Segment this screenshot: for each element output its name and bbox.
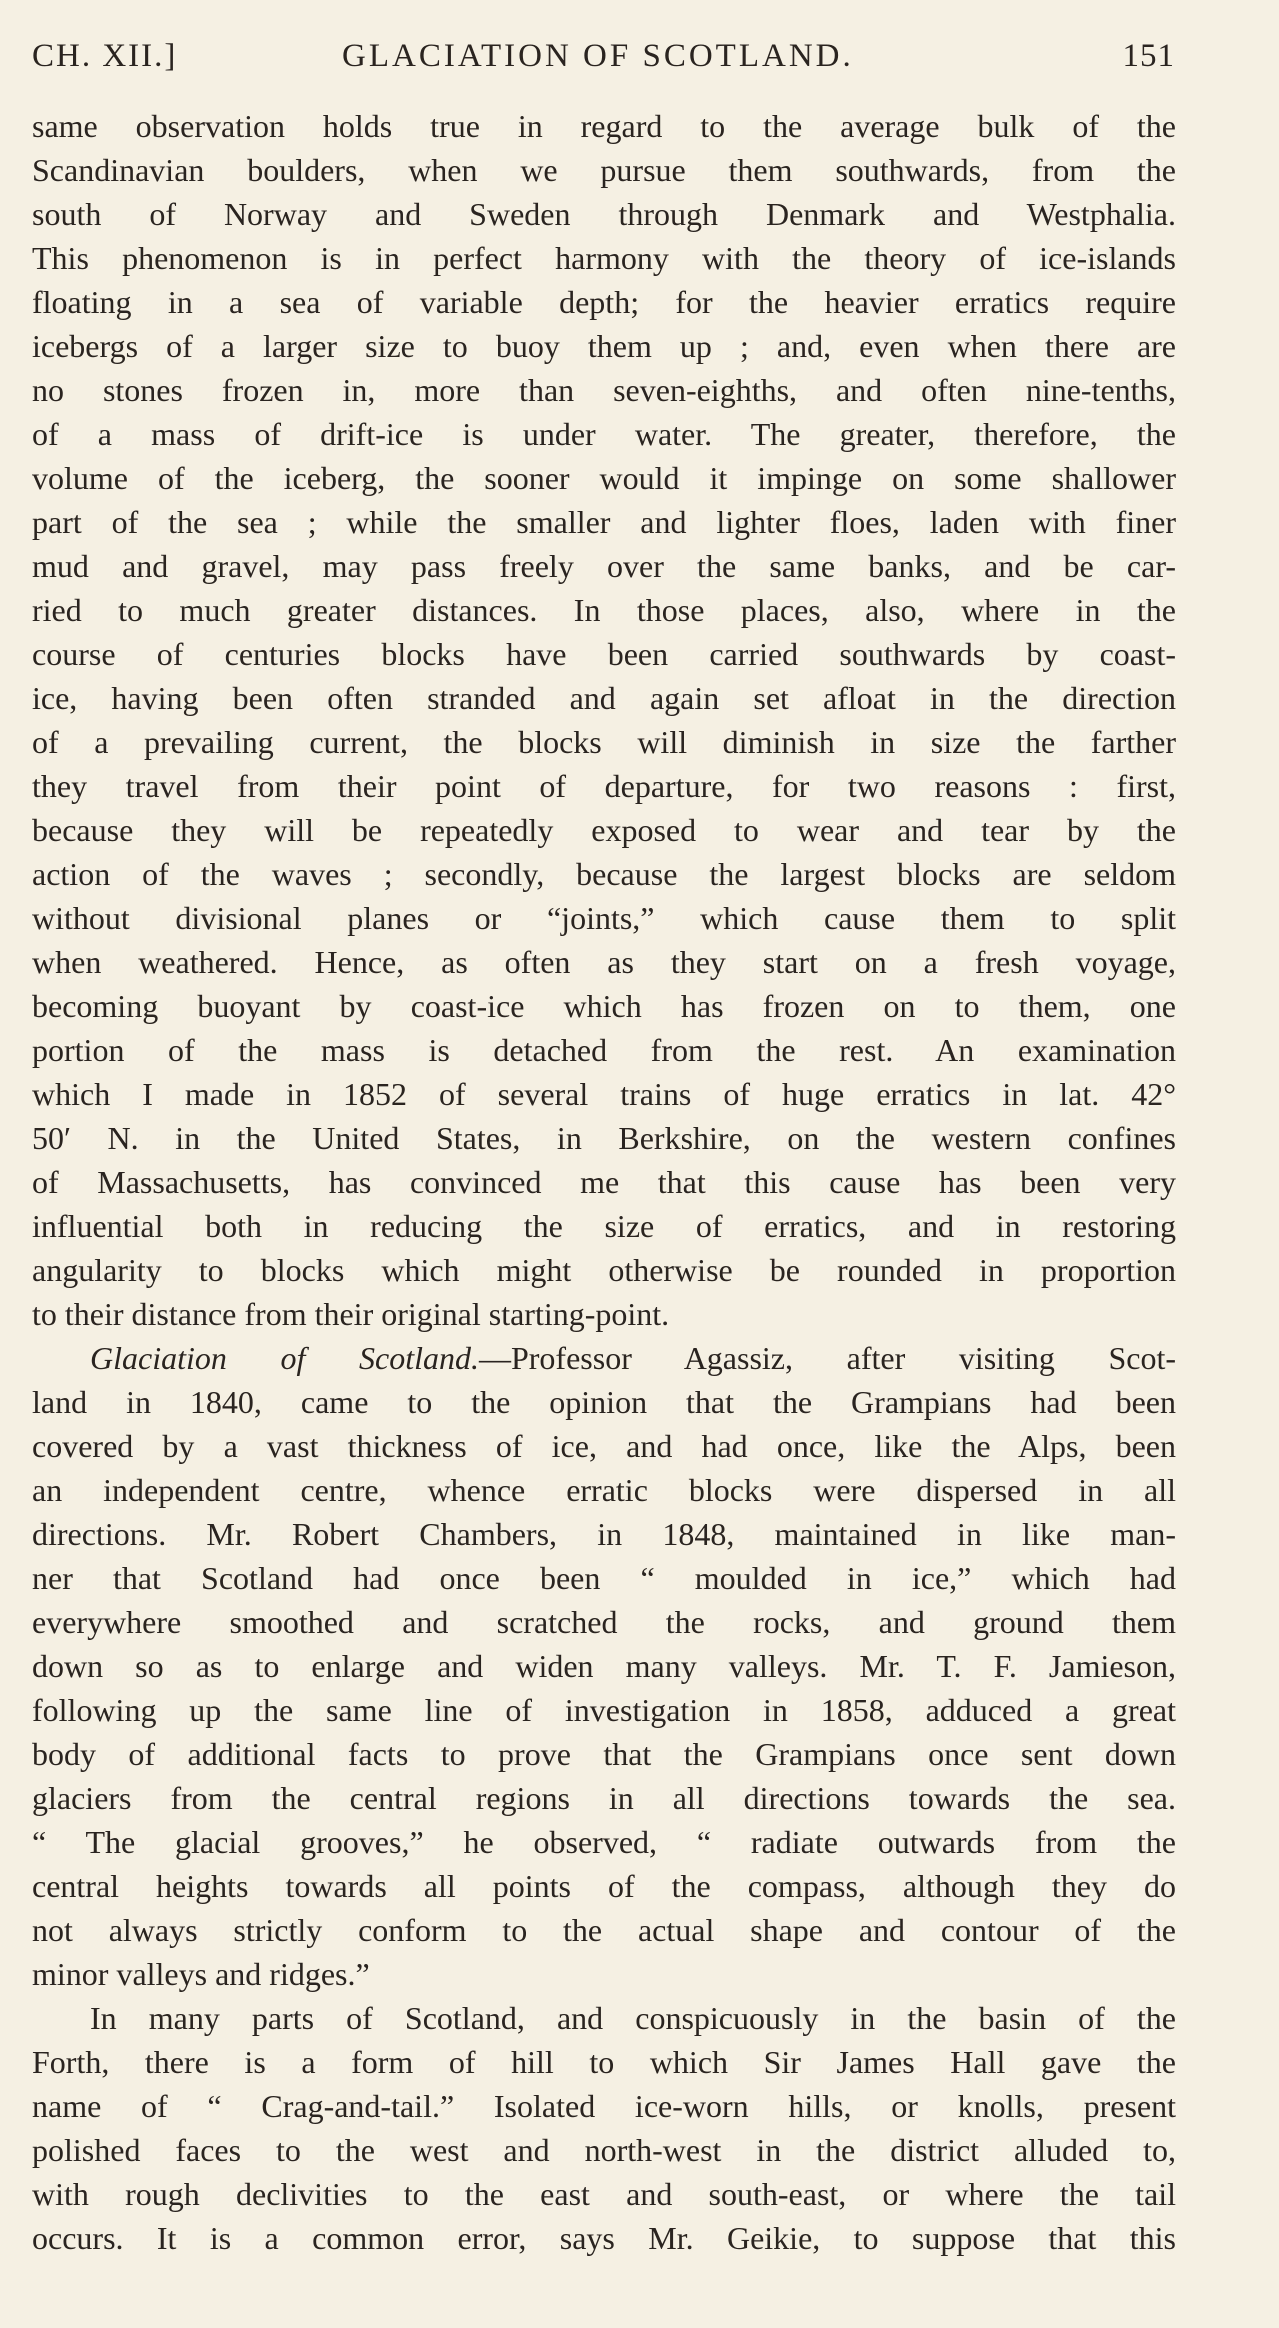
text-line: because they will be repeatedly exposed to wear and tear by the [32,812,1176,848]
text-line: when weathered. Hence, as often as they start on a fresh voyage, [32,944,1176,980]
text-line: covered by a vast thickness of ice, and had once, like the Alps, been [32,1428,1176,1464]
text-line: an independent centre, whence erratic blocks were dispersed in all [32,1472,1176,1508]
text-line: minor valleys and ridges.” [32,1956,370,1992]
text-line: angularity to blocks which might otherwise be rounded in proportion [32,1252,1176,1288]
text-line: to their distance from their original starting-point. [32,1296,670,1332]
text-line: they travel from their point of departure, for two reasons : first, [32,768,1176,804]
body-text [32,104,1176,2260]
text-line: part of the sea ; while the smaller and lighter floes, laden with finer [32,504,1176,540]
text-line: This phenomenon is in perfect harmony with the theory of ice-islands [32,240,1176,276]
text-line: everywhere smoothed and scratched the rocks, and ground them [32,1604,1176,1640]
text-line: land in 1840, came to the opinion that the Grampians had been [32,1384,1176,1420]
text-line: icebergs of a larger size to buoy them up ; and, even when there are [32,328,1176,364]
text-line: floating in a sea of variable depth; for the heavier erratics require [32,284,1176,320]
text-line: In many parts of Scotland, and conspicuously in the basin of the [90,2000,1176,2036]
text-line: becoming buoyant by coast-ice which has frozen on to them, one [32,988,1176,1024]
text-line: ried to much greater distances. In those places, also, where in the [32,592,1176,628]
section-heading: Glaciation of Scotland. [90,1340,479,1376]
text-line: ice, having been often stranded and again set afloat in the direction [32,680,1176,716]
page-number: 151 [1122,38,1175,74]
text-line: of Massachusetts, has convinced me that this cause has been very [32,1164,1176,1200]
text-line: of a mass of drift-ice is under water. The greater, therefore, the [32,416,1176,452]
text-line: polished faces to the west and north-west in the district alluded to, [32,2132,1176,2168]
text-line: 50′ N. in the United States, in Berkshire, on the western confines [32,1120,1176,1156]
text-line: with rough declivities to the east and south-east, or where the tail [32,2176,1176,2212]
text-line: following up the same line of investigation in 1858, adduced a great [32,1692,1176,1728]
text-line: same observation holds true in regard to the average bulk of the [32,108,1176,144]
text-line: glaciers from the central regions in all directions towards the sea. [32,1780,1176,1816]
text-line: mud and gravel, may pass freely over the same banks, and be car- [32,548,1176,584]
text-line: of a prevailing current, the blocks will diminish in size the farther [32,724,1176,760]
running-head [32,38,1175,88]
running-title: GLACIATION OF SCOTLAND. [342,38,854,74]
text-line: directions. Mr. Robert Chambers, in 1848, maintained in like man- [32,1516,1176,1552]
chapter-label: CH. XII.] [32,38,178,74]
text-line: “ The glacial grooves,” he observed, “ radiate outwards from the [32,1824,1176,1860]
text-line: volume of the iceberg, the sooner would it impinge on some shallower [32,460,1176,496]
text-line: central heights towards all points of the compass, although they do [32,1868,1176,1904]
text-line: body of additional facts to prove that the Grampians once sent down [32,1736,1176,1772]
text-line: action of the waves ; secondly, because the largest blocks are seldom [32,856,1176,892]
text-line: influential both in reducing the size of erratics, and in restoring [32,1208,1176,1244]
text-line: name of “ Crag-and-tail.” Isolated ice-worn hills, or knolls, present [32,2088,1176,2124]
section-first-line [32,1336,1176,1380]
text-line: ner that Scotland had once been “ moulded in ice,” which had [32,1560,1176,1596]
text-line: Forth, there is a form of hill to which Sir James Hall gave the [32,2044,1176,2080]
text-line: Scandinavian boulders, when we pursue them southwards, from the [32,152,1176,188]
text-line: no stones frozen in, more than seven-eighths, and often nine-tenths, [32,372,1176,408]
text-line: course of centuries blocks have been carried southwards by coast- [32,636,1176,672]
text-line: which I made in 1852 of several trains of huge erratics in lat. 42° [32,1076,1176,1112]
text-line: south of Norway and Sweden through Denmark and Westphalia. [32,196,1176,232]
text-line: down so as to enlarge and widen many valleys. Mr. T. F. Jamieson, [32,1648,1176,1684]
text-run: —Professor Agassiz, after visiting Scot- [478,1340,1176,1376]
text-line: not always strictly conform to the actual shape and contour of the [32,1912,1176,1948]
text-line: portion of the mass is detached from the rest. An examination [32,1032,1176,1068]
text-line: occurs. It is a common error, says Mr. Geikie, to suppose that this [32,2220,1176,2256]
text-line: without divisional planes or “joints,” which cause them to split [32,900,1176,936]
